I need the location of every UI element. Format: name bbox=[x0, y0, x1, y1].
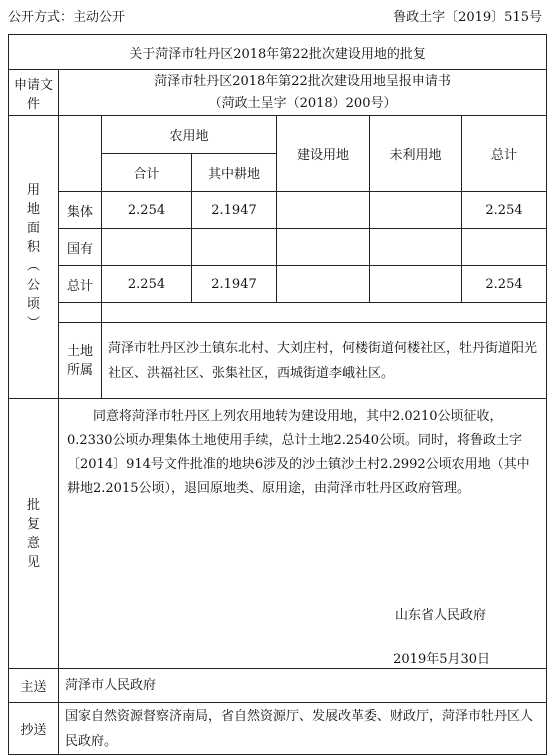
approval-table bbox=[8, 34, 547, 755]
land-header-row-1 bbox=[9, 116, 547, 154]
ownership-text: 菏泽市牡丹区沙土镇东北村、大刘庄村，何楼街道何楼社区，牡丹街道阳光社区、洪福社区、张集社区，西城街道李峨社区。 bbox=[102, 323, 547, 399]
application-value bbox=[59, 70, 547, 116]
signatory: 山东省人民政府 bbox=[395, 608, 487, 623]
land-area-char: ︵ bbox=[26, 259, 40, 274]
cell-total: 2.254 bbox=[102, 192, 192, 229]
col-construction: 建设用地 bbox=[277, 116, 370, 192]
disclosure-method: 公开方式：主动公开 bbox=[8, 10, 126, 25]
cell-construction bbox=[277, 266, 370, 303]
spacer-cell bbox=[102, 303, 547, 323]
application-line-2: （菏政土呈字（2018）200号） bbox=[208, 95, 397, 111]
application-label: 申请文件 bbox=[9, 70, 59, 116]
land-area-label bbox=[9, 116, 59, 399]
table-row bbox=[9, 229, 547, 266]
spacer-cell bbox=[59, 303, 102, 323]
reply-paragraph-wrap bbox=[59, 399, 546, 501]
col-unused: 未利用地 bbox=[370, 116, 462, 192]
table-row bbox=[9, 192, 547, 229]
land-area-char: 用 bbox=[26, 183, 40, 198]
main-send-value: 菏泽市人民政府 bbox=[59, 669, 547, 703]
title-row bbox=[9, 35, 547, 70]
main-send-row bbox=[9, 669, 547, 703]
cell-total: 2.254 bbox=[102, 266, 192, 303]
cell-unused bbox=[370, 192, 462, 229]
copy-send-value: 国家自然资源督察济南局，省自然资源厅、发展改革委、财政厅，菏泽市牡丹区人民政府。 bbox=[59, 703, 547, 755]
application-row bbox=[9, 70, 547, 116]
reply-char: 复 bbox=[26, 516, 40, 532]
row-label-collective: 集体 bbox=[59, 192, 102, 229]
col-total: 合计 bbox=[102, 154, 192, 192]
row-label-total: 总计 bbox=[59, 266, 102, 303]
cell-total bbox=[102, 229, 192, 266]
ownership-label bbox=[59, 323, 102, 399]
land-area-char: 公 bbox=[26, 278, 40, 293]
land-area-char: 面 bbox=[26, 221, 40, 236]
empty-corner-cell bbox=[59, 116, 102, 192]
row-label-state: 国有 bbox=[59, 229, 102, 266]
ownership-label-1: 土地 bbox=[66, 343, 93, 359]
approval-date: 2019年5月30日 bbox=[393, 652, 491, 667]
land-area-char: ︶ bbox=[26, 316, 40, 331]
reply-content bbox=[59, 399, 547, 669]
reply-char: 批 bbox=[26, 497, 40, 513]
cell-cultivated: 2.1947 bbox=[192, 192, 277, 229]
cell-cultivated: 2.1947 bbox=[192, 266, 277, 303]
document-number: 鲁政土字〔2019〕515号 bbox=[393, 10, 542, 25]
col-sum: 总计 bbox=[462, 116, 547, 192]
col-cultivated: 其中耕地 bbox=[192, 154, 277, 192]
main-send-label: 主送 bbox=[9, 669, 59, 703]
cell-sum: 2.254 bbox=[462, 266, 547, 303]
cell-sum bbox=[462, 229, 547, 266]
land-area-char: 积 bbox=[26, 240, 40, 255]
reply-label bbox=[9, 399, 59, 669]
approval-title: 关于菏泽市牡丹区2018年第22批次建设用地的批复 bbox=[9, 35, 547, 70]
land-area-char: 地 bbox=[26, 202, 40, 217]
cell-unused bbox=[370, 266, 462, 303]
cell-construction bbox=[277, 192, 370, 229]
ownership-label-2: 所属 bbox=[66, 362, 93, 378]
application-line-1: 菏泽市牡丹区2018年第22批次建设用地呈报申请书 bbox=[154, 73, 451, 89]
copy-send-row bbox=[9, 703, 547, 755]
reply-char: 意 bbox=[26, 535, 40, 551]
spacer-row bbox=[9, 303, 547, 323]
table-row bbox=[9, 266, 547, 303]
reply-row bbox=[9, 399, 547, 669]
reply-char: 见 bbox=[26, 554, 40, 570]
col-farmland: 农用地 bbox=[102, 116, 277, 154]
cell-sum: 2.254 bbox=[462, 192, 547, 229]
cell-unused bbox=[370, 229, 462, 266]
land-area-char: 顷 bbox=[26, 297, 40, 312]
cell-construction bbox=[277, 229, 370, 266]
cell-cultivated bbox=[192, 229, 277, 266]
copy-send-label: 抄送 bbox=[9, 703, 59, 755]
ownership-row bbox=[9, 323, 547, 399]
reply-paragraph: 同意将菏泽市牡丹区上列农用地转为建设用地，其中2.0210公顷征收，0.2330公顷办理集体土地使用手续，总计土地2.2540公顷。同时，将鲁政土字〔2014〕914号文件批准的地块6涉及的沙土镇沙土村2.2992公顷农用地（其中耕地2.2015公顷），退回原地类、原用途，由菏泽市牡丹区政府管理。 bbox=[67, 409, 530, 496]
